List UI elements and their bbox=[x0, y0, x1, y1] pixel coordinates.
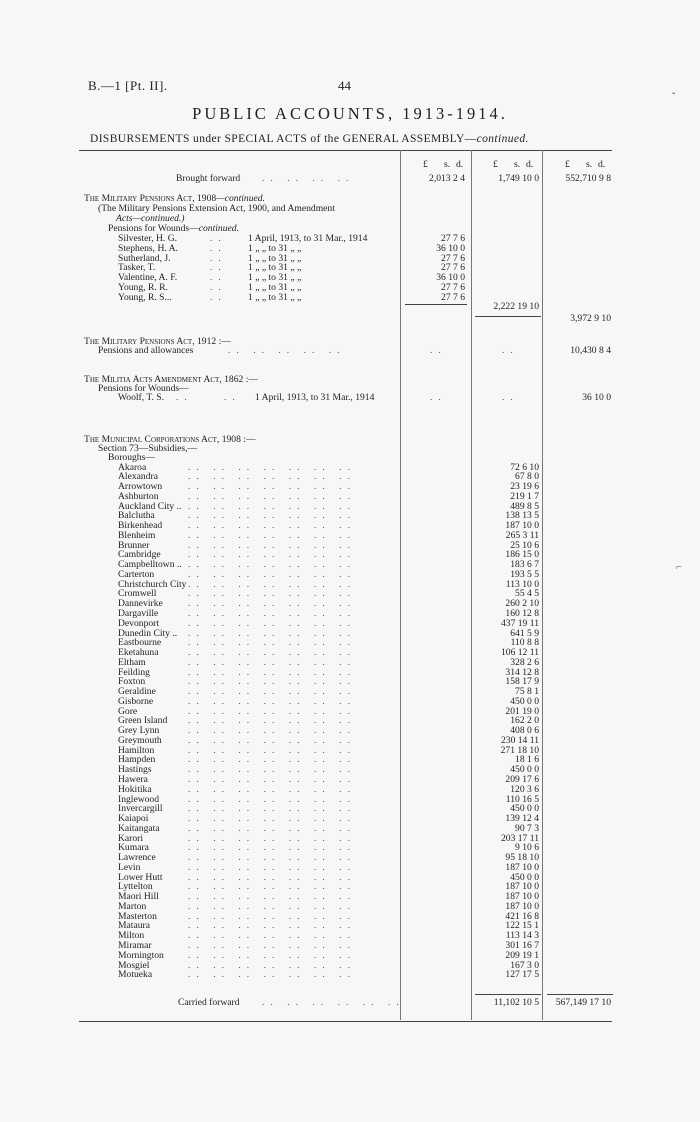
borough-name: Marton bbox=[118, 900, 147, 912]
subtotal-rule bbox=[475, 316, 541, 317]
borough-subsidy-amount: 106 12 11 bbox=[500, 647, 539, 659]
sub-act-heading-continued: Acts—continued.) bbox=[116, 213, 185, 224]
page-title: PUBLIC ACCOUNTS, 1913-1914. bbox=[192, 104, 508, 123]
act-total-amount: 36 10 0 bbox=[582, 392, 611, 403]
carried-forward-label: Carried forward bbox=[178, 997, 240, 1008]
borough-name: Eketahuna bbox=[118, 647, 159, 659]
column-heading-pounds: £ bbox=[423, 159, 428, 170]
borough-name: Mosgiel bbox=[118, 959, 150, 971]
leader-dots: .. bbox=[210, 242, 227, 254]
borough-subsidy-amount: 203 17 11 bbox=[500, 832, 539, 844]
borough-subsidy-amount: 113 10 0 bbox=[505, 578, 539, 590]
borough-name: Invercargill bbox=[118, 803, 163, 815]
leader-dots: .. bbox=[210, 272, 227, 284]
pensioner-name: Stephens, H. A. bbox=[118, 242, 178, 254]
leader-dots: .. .. .. .. .. .. .. bbox=[188, 500, 356, 512]
borough-name: Cromwell bbox=[118, 588, 157, 600]
borough-subsidy-amount: 186 15 0 bbox=[505, 549, 539, 561]
column-heading-pence: d. bbox=[598, 159, 606, 170]
borough-name: Arrowtown bbox=[118, 481, 163, 493]
pension-amount: 27 7 6 bbox=[441, 262, 465, 274]
leader-dots: .. .. .. .. .. .. .. bbox=[188, 891, 356, 903]
carried-forward-col3: 567,149 17 10 bbox=[555, 997, 611, 1008]
borough-name: Foxton bbox=[118, 676, 146, 688]
brought-forward-col3: 552,710 9 8 bbox=[565, 173, 611, 184]
wounds-label: Pensions for Wounds— bbox=[108, 223, 199, 234]
subtitle-continued: continued. bbox=[476, 133, 529, 145]
borough-name: Hamilton bbox=[118, 744, 155, 756]
borough-name: Gisborne bbox=[118, 695, 154, 707]
borough-subsidy-amount: 450 0 0 bbox=[510, 871, 539, 883]
borough-subsidy-amount: 328 2 6 bbox=[510, 656, 539, 668]
borough-subsidy-amount: 23 19 6 bbox=[510, 481, 539, 493]
leader-dots: .. .. .. .. .. .. .. bbox=[188, 481, 356, 493]
borough-subsidy-amount: 187 10 0 bbox=[505, 900, 539, 912]
brought-forward-col2: 1,749 10 0 bbox=[498, 173, 539, 184]
pension-period: 1 „ „ to 31 „ „ bbox=[248, 282, 302, 293]
borough-subsidy-amount: 25 10 6 bbox=[510, 539, 539, 551]
leader-dots: .. .. .. .. .. .. .. bbox=[188, 949, 356, 961]
leader-dots: .. .. .. .. .. .. .. bbox=[188, 852, 356, 864]
borough-name: Lawrence bbox=[118, 852, 156, 864]
borough-name: Hawera bbox=[118, 773, 148, 785]
carried-forward-col2: 11,102 10 5 bbox=[493, 997, 539, 1008]
pensioner-name: Tasker, T. bbox=[118, 262, 156, 274]
borough-subsidy-amount: 450 0 0 bbox=[510, 695, 539, 707]
borough-subsidy-amount: 260 2 10 bbox=[505, 598, 539, 610]
pension-amount: 27 7 6 bbox=[441, 252, 465, 264]
leader-dots: .. .. .. .. .. .. .. bbox=[188, 656, 356, 668]
act-heading: The Municipal Corporations Act, 1908 :— bbox=[84, 434, 256, 445]
borough-subsidy-amount: 110 16 5 bbox=[505, 793, 539, 805]
borough-name: Devonport bbox=[118, 617, 160, 629]
borough-name: Akaroa bbox=[118, 461, 147, 473]
borough-subsidy-amount: 408 0 6 bbox=[510, 725, 539, 737]
borough-subsidy-amount: 187 10 0 bbox=[505, 520, 539, 532]
borough-name: Balclutha bbox=[118, 510, 155, 522]
act-total-amount: 10,430 8 4 bbox=[570, 345, 611, 356]
borough-name: Gore bbox=[118, 705, 138, 717]
report-reference: B.—1 [Pt. II]. bbox=[88, 78, 168, 93]
borough-subsidy-amount: 183 6 7 bbox=[510, 559, 539, 571]
total-rule bbox=[475, 994, 541, 995]
leader-dots: .. .. .. .. .. .. .. bbox=[188, 578, 356, 590]
borough-subsidy-amount: 110 8 8 bbox=[510, 637, 539, 649]
borough-name: Lower Hutt bbox=[118, 871, 163, 883]
borough-name: Blenheim bbox=[118, 529, 156, 541]
borough-name: Cambridge bbox=[118, 549, 161, 561]
borough-subsidy-amount: 90 7 3 bbox=[515, 822, 539, 834]
borough-subsidy-amount: 9 10 6 bbox=[515, 842, 539, 854]
borough-name: Greymouth bbox=[118, 734, 162, 746]
leader-dots: .. .. .. .. bbox=[262, 173, 355, 184]
boroughs-heading: Boroughs— bbox=[108, 452, 155, 463]
leader-dots: .. .. .. .. .. .. .. bbox=[188, 822, 356, 834]
column-heading-pence: d. bbox=[456, 159, 464, 170]
borough-subsidy-amount: 167 3 0 bbox=[510, 959, 539, 971]
leader-dots: .. .. .. .. .. bbox=[228, 345, 346, 356]
borough-subsidy-amount: 55 4 5 bbox=[515, 588, 539, 600]
pension-amount: 27 7 6 bbox=[441, 291, 465, 303]
column-heading-pounds: £ bbox=[493, 159, 498, 170]
borough-name: Ashburton bbox=[118, 490, 159, 502]
leader-dots: .. .. .. .. .. .. .. bbox=[188, 773, 356, 785]
borough-subsidy-amount: 265 3 11 bbox=[505, 529, 539, 541]
leader-dots: .. .. .. .. .. .. .. bbox=[188, 627, 356, 639]
borough-subsidy-amount: 72 6 10 bbox=[510, 461, 539, 473]
leader-dots: .. .. .. .. .. .. .. bbox=[188, 744, 356, 756]
leader-dots: .. .. .. .. .. .. .. bbox=[188, 715, 356, 727]
subtotal-amount: 2,222 19 10 bbox=[493, 301, 539, 312]
borough-subsidy-amount: 271 18 10 bbox=[500, 744, 539, 756]
column-heading-shillings: s. bbox=[444, 159, 451, 170]
section-heading: Section 73—Subsidies,— bbox=[98, 443, 198, 454]
leader-dots: .. .. .. .. .. .. .. bbox=[188, 842, 356, 854]
leader-dots: .. .. .. .. .. .. .. bbox=[188, 813, 356, 825]
borough-name: Campbelltown .. bbox=[118, 559, 182, 571]
leader-dots: .. bbox=[502, 345, 519, 356]
column-divider-3 bbox=[542, 150, 543, 1020]
borough-subsidy-amount: 219 1 7 bbox=[510, 490, 539, 502]
leader-dots: .. bbox=[430, 392, 447, 403]
borough-subsidy-amount: 193 5 5 bbox=[510, 568, 539, 580]
borough-name: Dannevirke bbox=[118, 598, 163, 610]
leader-dots: .. .. .. .. .. .. .. bbox=[188, 871, 356, 883]
leader-dots: .. .. .. .. .. .. .. bbox=[188, 607, 356, 619]
borough-name: Kaiapoi bbox=[118, 813, 149, 825]
pension-amount: 27 7 6 bbox=[441, 282, 465, 293]
leader-dots: .. .. .. .. .. .. .. bbox=[188, 793, 356, 805]
borough-name: Birkenhead bbox=[118, 520, 163, 532]
borough-name: Dunedin City .. bbox=[118, 627, 178, 639]
borough-name: Dargaville bbox=[118, 607, 159, 619]
borough-name: Brunner bbox=[118, 539, 150, 551]
act-heading: The Militia Acts Amendment Act, 1862 :— bbox=[84, 374, 258, 385]
borough-name: Lyttelton bbox=[118, 881, 153, 893]
leader-dots: .. .. .. .. .. .. .. bbox=[188, 764, 356, 776]
leader-dots: .. .. .. .. .. .. .. bbox=[188, 725, 356, 737]
pension-period: 1 „ „ to 31 „ „ bbox=[248, 272, 302, 284]
column-heading-pence: d. bbox=[526, 159, 534, 170]
borough-name: Miramar bbox=[118, 939, 152, 951]
borough-name: Milton bbox=[118, 930, 145, 942]
leader-dots: .. bbox=[502, 392, 519, 403]
leader-dots: .. bbox=[210, 282, 227, 293]
borough-subsidy-amount: 187 10 0 bbox=[505, 881, 539, 893]
borough-name: Carterton bbox=[118, 568, 155, 580]
borough-subsidy-amount: 75 8 1 bbox=[515, 686, 539, 698]
borough-subsidy-amount: 158 17 9 bbox=[505, 676, 539, 688]
leader-dots: .. .. .. .. .. .. .. bbox=[188, 529, 356, 541]
borough-name: Kaitangata bbox=[118, 822, 160, 834]
leader-dots: .. .. .. .. .. .. .. bbox=[188, 920, 356, 932]
borough-name: Green Island bbox=[118, 715, 168, 727]
borough-name: Inglewood bbox=[118, 793, 160, 805]
leader-dots: .. .. .. .. .. .. .. bbox=[188, 666, 356, 678]
pension-period: 1 April, 1913, to 31 Mar., 1914 bbox=[255, 392, 375, 403]
column-heading-pounds: £ bbox=[565, 159, 570, 170]
leader-dots: .. .. .. .. .. .. .. bbox=[188, 676, 356, 688]
leader-dots: .. .. .. .. .. .. .. bbox=[188, 861, 356, 873]
borough-name: Kumara bbox=[118, 842, 149, 854]
pensioner-name: Silvester, H. G. bbox=[118, 233, 178, 244]
borough-name: Mataura bbox=[118, 920, 150, 932]
borough-subsidy-amount: 187 10 0 bbox=[505, 891, 539, 903]
pensioner-name: Valentine, A. F. bbox=[118, 272, 178, 284]
leader-dots: .. .. .. .. .. .. .. bbox=[188, 549, 356, 561]
borough-subsidy-amount: 421 16 8 bbox=[505, 910, 539, 922]
page-subtitle bbox=[90, 133, 529, 145]
brought-forward-col1: 2,013 2 4 bbox=[429, 173, 465, 184]
total-rule bbox=[547, 994, 613, 995]
borough-subsidy-amount: 641 5 9 bbox=[510, 627, 539, 639]
pensioner-name: Woolf, T. S. bbox=[118, 392, 165, 403]
borough-subsidy-amount: 160 12 8 bbox=[505, 607, 539, 619]
leader-dots: .. .. .. .. .. .. .. bbox=[188, 686, 356, 698]
leader-dots: .. .. .. .. .. .. .. bbox=[188, 959, 356, 971]
pensions-allowances-label: Pensions and allowances bbox=[98, 345, 194, 356]
leader-dots: .. .. .. .. .. .. bbox=[262, 997, 405, 1008]
leader-dots: .. bbox=[210, 262, 227, 274]
act-continued: —continued. bbox=[216, 193, 265, 204]
pensioner-name: Sutherland, J. bbox=[118, 252, 171, 264]
sub-act-heading: (The Military Pensions Extension Act, 1900, and Amendment bbox=[98, 203, 335, 214]
leader-dots: .. .. .. .. .. .. .. bbox=[188, 461, 356, 473]
leader-dots: .. .. .. .. .. .. .. bbox=[188, 930, 356, 942]
leader-dots: .. .. .. .. .. .. .. bbox=[188, 617, 356, 629]
pension-period: 1 „ „ to 31 „ „ bbox=[248, 252, 302, 264]
borough-subsidy-amount: 139 12 4 bbox=[505, 813, 539, 825]
borough-subsidy-amount: 209 17 6 bbox=[505, 773, 539, 785]
leader-dots: .. .. .. .. .. .. .. bbox=[188, 471, 356, 483]
borough-name: Hampden bbox=[118, 754, 156, 766]
subtotal-rule bbox=[405, 304, 467, 305]
borough-name: Christchurch City bbox=[118, 578, 187, 590]
borough-subsidy-amount: 122 15 1 bbox=[505, 920, 539, 932]
pension-amount: 36 10 0 bbox=[436, 272, 465, 284]
leader-dots: .. .. .. .. .. .. .. bbox=[188, 588, 356, 600]
borough-subsidy-amount: 314 12 8 bbox=[505, 666, 539, 678]
column-heading-shillings: s. bbox=[514, 159, 521, 170]
leader-dots: .. .. .. .. .. .. .. bbox=[188, 939, 356, 951]
borough-name: Karori bbox=[118, 832, 144, 844]
pension-period: 1 April, 1913, to 31 Mar., 1914 bbox=[248, 233, 368, 244]
pensions-for-wounds-heading: Pensions for Wounds— bbox=[98, 383, 189, 394]
borough-name: Feilding bbox=[118, 666, 150, 678]
leader-dots: .. .. .. .. .. .. .. bbox=[188, 520, 356, 532]
borough-name: Levin bbox=[118, 861, 141, 873]
borough-name: Geraldine bbox=[118, 686, 156, 698]
leader-dots: .. .. .. .. .. .. .. bbox=[188, 705, 356, 717]
leader-dots: .. .. .. .. .. .. .. bbox=[188, 910, 356, 922]
borough-name: Mornington bbox=[118, 949, 164, 961]
borough-name: Alexandra bbox=[118, 471, 158, 483]
leader-dots: .. .. .. .. .. .. .. bbox=[188, 969, 356, 981]
borough-subsidy-amount: 95 18 10 bbox=[505, 852, 539, 864]
column-heading-shillings: s. bbox=[586, 159, 593, 170]
borough-subsidy-amount: 120 3 6 bbox=[510, 783, 539, 795]
subtitle-main: DISBURSEMENTS under SPECIAL ACTS of the GENERAL ASSEMBLY— bbox=[90, 133, 477, 145]
borough-name: Maori Hill bbox=[118, 891, 159, 903]
leader-dots: .. .. .. .. .. .. .. bbox=[188, 783, 356, 795]
pensioner-name: Young, R. S... bbox=[118, 291, 172, 303]
leader-dots: .. .. .. .. .. .. .. bbox=[188, 900, 356, 912]
pension-period: 1 „ „ to 31 „ „ bbox=[248, 291, 302, 303]
leader-dots: .. .. .. .. .. .. .. bbox=[188, 647, 356, 659]
pension-period: 1 „ „ to 31 „ „ bbox=[248, 262, 302, 274]
leader-dots: .. .. .. .. .. .. .. bbox=[188, 803, 356, 815]
margin-mark: ⌐ bbox=[676, 562, 682, 573]
borough-subsidy-amount: 162 2 0 bbox=[510, 715, 539, 727]
borough-subsidy-amount: 187 10 0 bbox=[505, 861, 539, 873]
borough-subsidy-amount: 18 1 6 bbox=[515, 754, 539, 766]
leader-dots: .. bbox=[210, 252, 227, 264]
leader-dots: .. bbox=[430, 345, 447, 356]
borough-name: Grey Lynn bbox=[118, 725, 160, 737]
leader-dots: .. .. .. .. .. .. .. bbox=[188, 754, 356, 766]
pension-amount: 27 7 6 bbox=[441, 233, 465, 244]
borough-name: Hokitika bbox=[118, 783, 152, 795]
leader-dots: .. .. .. .. .. .. .. bbox=[188, 734, 356, 746]
margin-mark: ˇ bbox=[672, 92, 676, 103]
pension-amount: 36 10 0 bbox=[436, 242, 465, 254]
leader-dots: .. .. .. .. .. .. .. bbox=[188, 832, 356, 844]
borough-name: Masterton bbox=[118, 910, 157, 922]
act-heading: The Military Pensions Act, 1912 :— bbox=[84, 336, 231, 347]
borough-subsidy-amount: 230 14 11 bbox=[500, 734, 539, 746]
act-name: The Military Pensions Act, 1908 bbox=[84, 193, 217, 204]
pension-period: 1 „ „ to 31 „ „ bbox=[248, 242, 302, 254]
borough-name: Hastings bbox=[118, 764, 152, 776]
leader-dots: .. bbox=[176, 392, 193, 403]
leader-dots: .. .. .. .. .. .. .. bbox=[188, 598, 356, 610]
borough-name: Eltham bbox=[118, 656, 146, 668]
borough-subsidy-amount: 138 13 5 bbox=[505, 510, 539, 522]
leader-dots: .. .. .. .. .. .. .. bbox=[188, 539, 356, 551]
leader-dots: .. .. .. .. .. .. .. bbox=[188, 490, 356, 502]
borough-subsidy-amount: 437 19 11 bbox=[500, 617, 539, 629]
borough-subsidy-amount: 450 0 0 bbox=[510, 764, 539, 776]
leader-dots: .. .. .. .. .. .. .. bbox=[188, 881, 356, 893]
column-divider-2 bbox=[471, 150, 472, 1020]
leader-dots: .. .. .. .. .. .. .. bbox=[188, 559, 356, 571]
leader-dots: .. .. .. .. .. .. .. bbox=[188, 637, 356, 649]
borough-name: Motueka bbox=[118, 969, 153, 981]
leader-dots: .. .. .. .. .. .. .. bbox=[188, 568, 356, 580]
leader-dots: .. .. .. .. .. .. .. bbox=[188, 510, 356, 522]
borough-subsidy-amount: 301 16 7 bbox=[505, 939, 539, 951]
borough-subsidy-amount: 67 8 0 bbox=[515, 471, 539, 483]
borough-subsidy-amount: 450 0 0 bbox=[510, 803, 539, 815]
pensioner-name: Young, R. R. bbox=[118, 282, 168, 293]
column-divider-1 bbox=[400, 150, 401, 1020]
borough-subsidy-amount: 209 19 1 bbox=[505, 949, 539, 961]
leader-dots: .. bbox=[210, 291, 227, 303]
borough-subsidy-amount: 201 19 0 bbox=[505, 705, 539, 717]
leader-dots: .. bbox=[224, 392, 241, 403]
leader-dots: .. bbox=[210, 233, 227, 244]
borough-subsidy-amount: 113 14 3 bbox=[505, 930, 539, 942]
page-number: 44 bbox=[338, 78, 351, 93]
borough-name: Auckland City .. bbox=[118, 500, 182, 512]
borough-subsidy-amount: 127 17 5 bbox=[505, 969, 539, 981]
wounds-continued: continued. bbox=[198, 223, 239, 234]
brought-forward-label: Brought forward bbox=[176, 173, 241, 184]
borough-subsidy-amount: 489 8 5 bbox=[510, 500, 539, 512]
leader-dots: .. .. .. .. .. .. .. bbox=[188, 695, 356, 707]
act-total-amount: 3,972 9 10 bbox=[570, 313, 611, 324]
borough-name: Eastbourne bbox=[118, 637, 162, 649]
